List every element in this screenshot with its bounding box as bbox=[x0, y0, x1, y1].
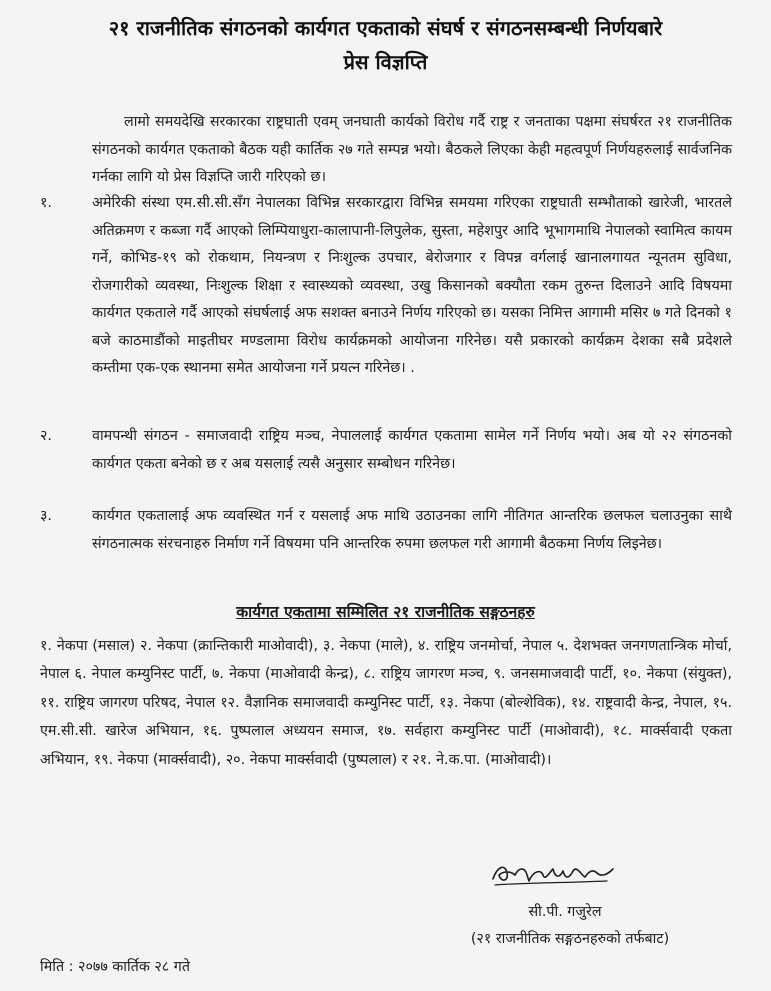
members-heading: कार्यगत एकतामा सम्मिलित २१ राजनीतिक सङ्गठनहरु bbox=[236, 603, 535, 621]
intro-paragraph: लामो समयदेखि सरकारका राष्ट्रघाती एवम् जनघाती कार्यको विरोध गर्दै राष्ट्र र जनताका पक्षमा संघर्षरत २१ राजनीतिक संगठनको कार्यगत एकताको बैठक यही कार्तिक २७ गते सम्पन्न भयो। बैठकले लिएका केही महत्वपूर्ण निर्णयहरुलाई सार्वजनिक गर्नका लागि यो प्रेस विज्ञप्ति जारी गरिएको छ। bbox=[92, 114, 732, 185]
decision-text-3: कार्यगत एकतालाई अफ व्यवस्थित गर्न र यसलाई अफ माथि उठाउनका लागि नीतिगत आन्तरिक छलफल चलाउनुका साथै संगठनात्मक संरचनाहरु निर्माण गर्ने विषयमा पनि आन्तरिक रुपमा छलफल गरी आगामी बैठकमा निर्णय लिइनेछ। bbox=[92, 508, 732, 552]
decision-text-2: वामपन्थी संगठन - समाजवादी राष्ट्रिय मञ्च, नेपाललाई कार्यगत एकतामा सामेल गर्ने निर्णय भयो। अब यो २२ संगठनको कार्यगत एकता बनेको छ र अब यसलाई त्यसै अनुसार सम्बोधन गरिनेछ। bbox=[92, 428, 732, 472]
decision-text-1: अमेरिकी संस्था एम.सी.सी.सँग नेपालका विभिन्न सरकारद्वारा विभिन्न समयमा गरिएका राष्ट्रघाती सम्भौताको खारेजी, भारतले अतिक्रमण र कब्जा गर्दै आएको लिम्पियाधुरा-कालापानी-लिपुलेक, सुस्ता, महेशपुर आदि भूभागमाथि नेपालको स्वामित्व कायम गर्ने, कोभिड-१९ को रोकथाम, नियन्त्रण र निःशुल्क उपचार, बेरोजगार र विपन्न वर्गलाई खानालगायत न्यूनतम सुविधा, रोजगारीको व्यवस्था, निःशुल्क शिक्षा र स्वास्थ्यको व्यवस्था, उखु किसानको बक्यौता रकम तुरुन्त दिलाउने आदि विषयमा कार्यगत एकताले गर्दै आएको संघर्षलाई अफ सशक्त बनाउने निर्णय गरिएको छ। यसका निमित्त आगामी मसिर ७ गते दिनको १ बजे काठमाडौंको माइतीघर मण्डलामा विरोध कार्यक्रमको आयोजना गरिनेछ। यसै प्रकारको कार्यक्रम देशका सबै प्रदेशले कम्तीमा एक-एक स्थानमा समेत आयोजना गर्ने प्रयत्न गरिनेछ। . bbox=[92, 195, 732, 376]
decision-number-2: २. bbox=[40, 428, 52, 444]
signer-organization: (२१ राजनीतिक सङ्गठनहरुको तर्फबाट) bbox=[470, 931, 670, 947]
document-date: मिति : २०७७ कार्तिक २८ गते bbox=[40, 959, 190, 975]
signer-name: सी.पी. गजुरेल bbox=[528, 904, 602, 920]
members-list: १. नेकपा (मसाल) २. नेकपा (क्रान्तिकारी माओवादी), ३. नेकपा (माले), ४. राष्ट्रिय जनमोर्चा, नेपाल ५. देशभक्त जनगणतान्त्रिक मोर्चा, नेपाल ६. नेपाल कम्युनिस्ट पार्टी, ७. नेकपा (माओवादी केन्द्र), ८. राष्ट्रिय जागरण मञ्च, ९. जनसमाजवादी पार्टी, १०. नेकपा (संयुक्त), ११. राष्ट्रिय जागरण परिषद, नेपाल १२. वैज्ञानिक समाजवादी कम्युनिस्ट पार्टी, १३. नेकपा (बोल्शेविक), १४. राष्ट्रवादी केन्द्र, नेपाल, १५. एम.सी.सी. खारेज अभियान, १६. पुष्पलाल अध्ययन समाज, १७. सर्वहारा कम्युनिस्ट पार्टी (माओवादी), १८. मार्क्सवादी एकता अभियान, १९. नेकपा (मार्क्सवादी), २०. नेकपा मार्क्सवादी (पुष्पलाल) र २१. ने.क.पा. (माओवादी)। bbox=[40, 638, 732, 768]
decision-number-3: ३. bbox=[40, 508, 52, 524]
document-title: २१ राजनीतिक संगठनको कार्यगत एकताको संघर्ष र संगठनसम्बन्धी निर्णयबारे bbox=[108, 16, 663, 40]
decision-number-1: १. bbox=[40, 195, 52, 211]
signature-image bbox=[489, 853, 619, 893]
document-subtitle: प्रेस विज्ञप्ति bbox=[343, 50, 428, 74]
